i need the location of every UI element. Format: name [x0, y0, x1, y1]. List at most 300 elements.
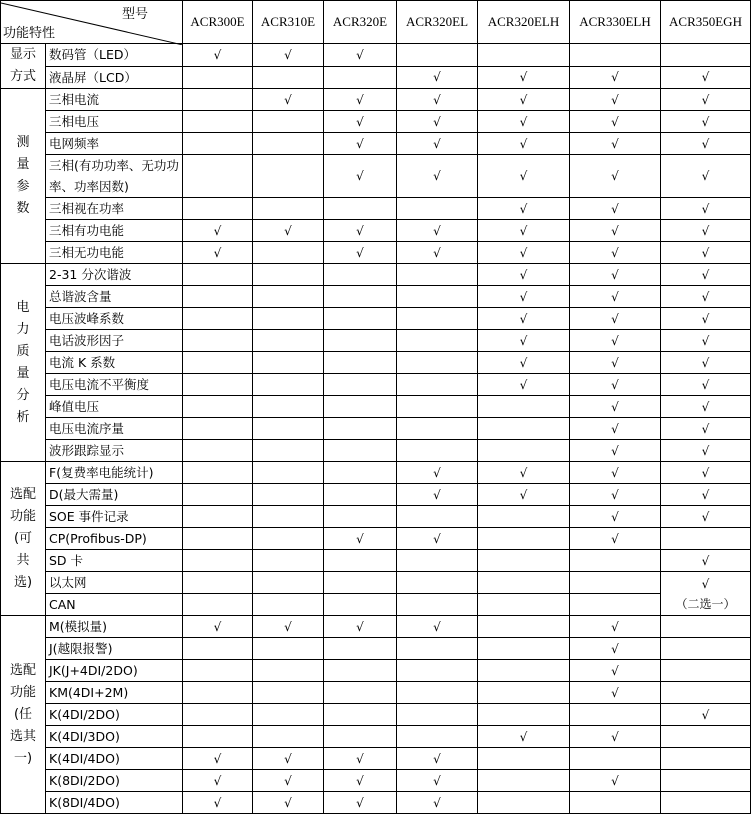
check-cell-acr350egh — [661, 44, 751, 67]
feature-name: 三相无功电能 — [46, 242, 183, 264]
check-cell-acr300e — [183, 462, 253, 484]
check-cell-acr330elh: √ — [570, 638, 661, 660]
check-cell-acr300e — [183, 155, 253, 198]
check-cell-acr320elh — [478, 44, 570, 67]
feature-name: 三相(有功功率、无功功率、功率因数) — [46, 155, 183, 198]
feature-name: 液晶屏（LCD） — [46, 66, 183, 89]
table-row — [1, 792, 751, 814]
check-cell-acr320e: √ — [324, 748, 397, 770]
check-cell-acr350egh: √ — [661, 396, 751, 418]
check-cell-acr320e — [324, 352, 397, 374]
check-cell-acr320e: √ — [324, 616, 397, 638]
check-cell-acr350egh: √ — [661, 352, 751, 374]
check-cell-acr320elh: √ — [478, 133, 570, 155]
check-cell-acr330elh: √ — [570, 462, 661, 484]
check-cell-acr310e — [253, 726, 324, 748]
check-cell-acr310e — [253, 484, 324, 506]
table-row — [1, 242, 751, 264]
table-row — [1, 484, 751, 506]
check-cell-acr320elh: √ — [478, 198, 570, 220]
check-cell-acr310e — [253, 308, 324, 330]
feature-name: CAN — [46, 594, 183, 616]
check-cell-acr330elh: √ — [570, 396, 661, 418]
check-cell-acr350egh: √ — [661, 506, 751, 528]
check-cell-acr310e — [253, 528, 324, 550]
check-cell-acr300e — [183, 418, 253, 440]
check-cell-acr320elh — [478, 682, 570, 704]
table-row — [1, 462, 751, 484]
check-cell-acr310e — [253, 440, 324, 462]
check-cell-acr330elh: √ — [570, 616, 661, 638]
check-cell-acr350egh — [661, 748, 751, 770]
checkmark-icon: √ — [701, 576, 710, 591]
check-cell-acr320elh: √ — [478, 484, 570, 506]
check-cell-acr310e: √ — [253, 89, 324, 111]
check-cell-acr330elh: √ — [570, 286, 661, 308]
check-cell-acr300e — [183, 308, 253, 330]
check-cell-acr320el: √ — [397, 242, 478, 264]
check-cell-acr330elh: √ — [570, 682, 661, 704]
table-row — [1, 572, 751, 594]
check-cell-acr330elh — [570, 748, 661, 770]
check-cell-acr320el — [397, 198, 478, 220]
feature-name: 以太网 — [46, 572, 183, 594]
check-cell-acr310e — [253, 242, 324, 264]
check-cell-acr320e: √ — [324, 133, 397, 155]
check-cell-acr320el — [397, 308, 478, 330]
check-cell-acr320elh: √ — [478, 111, 570, 133]
check-cell-acr300e — [183, 374, 253, 396]
model-header-acr320elh: ACR320ELH — [478, 1, 570, 44]
feature-name: SD 卡 — [46, 550, 183, 572]
check-cell-acr320e — [324, 396, 397, 418]
feature-label: 功能特性 — [3, 26, 56, 41]
check-cell-acr310e — [253, 638, 324, 660]
check-cell-acr350egh: √ — [661, 308, 751, 330]
check-cell-acr300e: √ — [183, 616, 253, 638]
check-cell-acr350egh — [661, 528, 751, 550]
check-cell-acr330elh: √ — [570, 660, 661, 682]
check-cell-acr320el — [397, 660, 478, 682]
choose-one-note: （二选一） — [675, 596, 736, 611]
check-cell-acr300e — [183, 506, 253, 528]
check-cell-acr350egh: √ — [661, 440, 751, 462]
table-row — [1, 220, 751, 242]
check-cell-acr350egh: √ — [661, 484, 751, 506]
check-cell-acr350egh: √ — [661, 242, 751, 264]
check-cell-acr330elh: √ — [570, 374, 661, 396]
table-row — [1, 111, 751, 133]
check-cell-acr350egh: √ — [661, 89, 751, 111]
check-cell-acr320el: √ — [397, 770, 478, 792]
group-label: 显示方式 — [9, 47, 36, 84]
check-cell-acr350egh — [661, 726, 751, 748]
check-cell-acr320e: √ — [324, 242, 397, 264]
check-cell-acr310e — [253, 155, 324, 198]
check-cell-acr300e: √ — [183, 44, 253, 67]
check-cell-acr300e — [183, 594, 253, 616]
check-cell-acr300e — [183, 133, 253, 155]
feature-name: 数码管（LED） — [46, 44, 183, 67]
check-cell-acr320el — [397, 440, 478, 462]
check-cell-acr320elh: √ — [478, 264, 570, 286]
check-cell-acr350egh: √ — [661, 66, 751, 89]
feature-name: 峰值电压 — [46, 396, 183, 418]
check-cell-acr320e — [324, 572, 397, 594]
check-cell-acr320elh: √ — [478, 89, 570, 111]
feature-name: 电压波峰系数 — [46, 308, 183, 330]
check-cell-acr320elh — [478, 616, 570, 638]
table-row — [1, 133, 751, 155]
check-cell-acr350egh — [661, 682, 751, 704]
check-cell-acr350egh: √ — [661, 550, 751, 572]
check-cell-acr320e: √ — [324, 44, 397, 67]
check-cell-acr320e — [324, 704, 397, 726]
check-cell-acr300e — [183, 396, 253, 418]
check-cell-acr330elh — [570, 44, 661, 67]
feature-name: K(8DI/2DO) — [46, 770, 183, 792]
feature-name: 电压电流序量 — [46, 418, 183, 440]
check-cell-acr320e — [324, 638, 397, 660]
check-cell-acr320e: √ — [324, 770, 397, 792]
check-cell-acr310e — [253, 462, 324, 484]
check-cell-acr300e — [183, 484, 253, 506]
check-cell-acr350egh — [661, 770, 751, 792]
check-cell-acr320e — [324, 440, 397, 462]
check-cell-acr350egh: √ — [661, 462, 751, 484]
check-cell-acr320elh — [478, 440, 570, 462]
check-cell-acr300e — [183, 198, 253, 220]
check-cell-acr320el — [397, 638, 478, 660]
check-cell-acr300e — [183, 528, 253, 550]
check-cell-acr310e — [253, 264, 324, 286]
model-label: 型号 — [121, 7, 148, 22]
feature-name: JK(J+4DI/2DO) — [46, 660, 183, 682]
check-cell-acr320el — [397, 506, 478, 528]
group-label: 选配功能(任选其一) — [9, 662, 36, 766]
check-cell-acr320e — [324, 726, 397, 748]
check-cell-acr310e — [253, 704, 324, 726]
table-row — [1, 374, 751, 396]
table-row — [1, 550, 751, 572]
check-cell-acr320elh: √ — [478, 242, 570, 264]
feature-name: K(8DI/4DO) — [46, 792, 183, 814]
check-cell-acr350egh: √ — [661, 704, 751, 726]
check-cell-acr310e — [253, 352, 324, 374]
check-cell-acr320elh: √ — [478, 726, 570, 748]
check-cell-acr330elh: √ — [570, 528, 661, 550]
feature-name: 电话波形因子 — [46, 330, 183, 352]
check-cell-acr350egh: √ — [661, 330, 751, 352]
feature-name: 电流 K 系数 — [46, 352, 183, 374]
check-cell-acr350egh — [661, 638, 751, 660]
check-cell-acr320elh: √ — [478, 462, 570, 484]
check-cell-acr310e: √ — [253, 792, 324, 814]
table-row — [1, 44, 751, 67]
check-cell-acr310e: √ — [253, 616, 324, 638]
check-cell-acr310e: √ — [253, 748, 324, 770]
feature-name: 三相有功电能 — [46, 220, 183, 242]
model-header-acr300e: ACR300E — [183, 1, 253, 44]
check-cell-acr320el: √ — [397, 748, 478, 770]
check-cell-acr310e — [253, 111, 324, 133]
table-row — [1, 748, 751, 770]
feature-name: 波形跟踪显示 — [46, 440, 183, 462]
check-cell-acr320el — [397, 264, 478, 286]
check-cell-acr320el — [397, 418, 478, 440]
group-label: 选配功能(可共选) — [9, 486, 36, 590]
check-cell-acr320e — [324, 550, 397, 572]
table-row — [1, 704, 751, 726]
check-cell-acr320e: √ — [324, 111, 397, 133]
feature-name: F(复费率电能统计) — [46, 462, 183, 484]
check-cell-acr300e: √ — [183, 770, 253, 792]
check-cell-acr310e — [253, 330, 324, 352]
table-body — [1, 44, 751, 814]
model-header-acr330elh: ACR330ELH — [570, 1, 661, 44]
check-cell-acr330elh — [570, 550, 661, 572]
check-cell-acr320el — [397, 286, 478, 308]
check-cell-acr320el: √ — [397, 66, 478, 89]
check-cell-acr330elh — [570, 594, 661, 616]
check-cell-acr330elh: √ — [570, 352, 661, 374]
feature-name: 电压电流不平衡度 — [46, 374, 183, 396]
check-cell-acr300e — [183, 550, 253, 572]
check-cell-acr320elh — [478, 550, 570, 572]
check-cell-acr330elh — [570, 792, 661, 814]
check-cell-acr320elh — [478, 528, 570, 550]
table-row — [1, 396, 751, 418]
check-cell-acr320e — [324, 462, 397, 484]
check-cell-acr300e — [183, 572, 253, 594]
check-cell-acr300e — [183, 352, 253, 374]
check-cell-acr350egh — [661, 792, 751, 814]
table-row — [1, 726, 751, 748]
check-cell-acr300e — [183, 440, 253, 462]
group-label-cell — [1, 462, 46, 616]
check-cell-acr320el: √ — [397, 462, 478, 484]
check-cell-acr320elh: √ — [478, 374, 570, 396]
feature-name: 总谐波含量 — [46, 286, 183, 308]
check-cell-acr320el — [397, 396, 478, 418]
check-cell-acr320el: √ — [397, 155, 478, 198]
model-header-acr320el: ACR320EL — [397, 1, 478, 44]
table-row — [1, 286, 751, 308]
check-cell-acr330elh: √ — [570, 66, 661, 89]
check-cell-acr320e — [324, 660, 397, 682]
check-cell-acr350egh: √ — [661, 220, 751, 242]
feature-name: K(4DI/3DO) — [46, 726, 183, 748]
check-cell-acr300e: √ — [183, 242, 253, 264]
table-row — [1, 264, 751, 286]
check-cell-acr320el — [397, 572, 478, 594]
check-cell-acr320e — [324, 418, 397, 440]
check-cell-acr350egh — [661, 572, 751, 616]
check-cell-acr320el: √ — [397, 220, 478, 242]
table-row — [1, 89, 751, 111]
check-cell-acr320e: √ — [324, 155, 397, 198]
check-cell-acr300e: √ — [183, 792, 253, 814]
check-cell-acr330elh: √ — [570, 506, 661, 528]
check-cell-acr320elh — [478, 704, 570, 726]
check-cell-acr310e — [253, 506, 324, 528]
check-cell-acr310e: √ — [253, 44, 324, 67]
check-cell-acr320elh — [478, 792, 570, 814]
check-cell-acr320elh — [478, 506, 570, 528]
check-cell-acr350egh — [661, 616, 751, 638]
check-cell-acr310e — [253, 660, 324, 682]
group-label: 测量参数 — [16, 135, 30, 216]
check-cell-acr320e — [324, 506, 397, 528]
check-cell-acr320el: √ — [397, 111, 478, 133]
check-cell-acr320elh: √ — [478, 286, 570, 308]
table-row — [1, 770, 751, 792]
check-cell-acr320e: √ — [324, 528, 397, 550]
check-cell-acr330elh — [570, 704, 661, 726]
check-cell-acr310e — [253, 418, 324, 440]
check-cell-acr330elh: √ — [570, 264, 661, 286]
check-cell-acr350egh: √ — [661, 133, 751, 155]
check-cell-acr300e — [183, 264, 253, 286]
check-cell-acr320el — [397, 352, 478, 374]
check-cell-acr300e — [183, 111, 253, 133]
check-cell-acr320elh: √ — [478, 66, 570, 89]
check-cell-acr310e — [253, 133, 324, 155]
check-cell-acr320el: √ — [397, 528, 478, 550]
check-cell-acr350egh — [661, 660, 751, 682]
check-cell-acr320el — [397, 550, 478, 572]
table-row — [1, 155, 751, 198]
check-cell-acr350egh: √ — [661, 111, 751, 133]
check-cell-acr330elh: √ — [570, 484, 661, 506]
check-cell-acr300e: √ — [183, 748, 253, 770]
check-cell-acr310e — [253, 66, 324, 89]
check-cell-acr320el — [397, 704, 478, 726]
check-cell-acr310e — [253, 594, 324, 616]
check-cell-acr350egh: √ — [661, 264, 751, 286]
check-cell-acr320e — [324, 264, 397, 286]
group-label: 电力质量分析 — [16, 299, 30, 425]
table-row — [1, 352, 751, 374]
check-cell-acr320el — [397, 330, 478, 352]
group-label-cell — [1, 264, 46, 462]
feature-name: 电网频率 — [46, 133, 183, 155]
feature-name: 三相电流 — [46, 89, 183, 111]
check-cell-acr310e — [253, 396, 324, 418]
check-cell-acr330elh: √ — [570, 133, 661, 155]
check-cell-acr310e — [253, 286, 324, 308]
check-cell-acr300e — [183, 66, 253, 89]
feature-name: J(越限报警) — [46, 638, 183, 660]
table-row — [1, 616, 751, 638]
check-cell-acr300e — [183, 89, 253, 111]
check-cell-acr320elh: √ — [478, 352, 570, 374]
check-cell-acr320el: √ — [397, 133, 478, 155]
feature-name: 三相电压 — [46, 111, 183, 133]
check-cell-acr320el: √ — [397, 89, 478, 111]
check-cell-acr350egh: √ — [661, 286, 751, 308]
check-cell-acr310e: √ — [253, 770, 324, 792]
table-row — [1, 440, 751, 462]
feature-name: K(4DI/2DO) — [46, 704, 183, 726]
check-cell-acr310e: √ — [253, 220, 324, 242]
check-cell-acr330elh: √ — [570, 242, 661, 264]
check-cell-acr320e — [324, 594, 397, 616]
check-cell-acr320e — [324, 308, 397, 330]
check-cell-acr320elh — [478, 660, 570, 682]
table-row — [1, 330, 751, 352]
table-row — [1, 418, 751, 440]
check-cell-acr320elh — [478, 572, 570, 594]
check-cell-acr300e — [183, 330, 253, 352]
check-cell-acr310e — [253, 682, 324, 704]
check-cell-acr300e — [183, 682, 253, 704]
check-cell-acr330elh: √ — [570, 111, 661, 133]
corner-header-cell — [1, 1, 183, 44]
feature-name: D(最大需量) — [46, 484, 183, 506]
table-row — [1, 506, 751, 528]
table-row — [1, 308, 751, 330]
table-row — [1, 528, 751, 550]
check-cell-acr320e — [324, 66, 397, 89]
check-cell-acr330elh: √ — [570, 330, 661, 352]
check-cell-acr320e — [324, 198, 397, 220]
model-header-acr310e: ACR310E — [253, 1, 324, 44]
check-cell-acr320elh — [478, 418, 570, 440]
check-cell-acr320e — [324, 484, 397, 506]
feature-name: 2-31 分次谐波 — [46, 264, 183, 286]
feature-name: K(4DI/4DO) — [46, 748, 183, 770]
check-cell-acr320el — [397, 682, 478, 704]
check-cell-acr330elh: √ — [570, 220, 661, 242]
check-cell-acr350egh: √ — [661, 374, 751, 396]
table-row — [1, 660, 751, 682]
check-cell-acr320e: √ — [324, 220, 397, 242]
feature-name: SOE 事件记录 — [46, 506, 183, 528]
group-label-cell — [1, 616, 46, 814]
check-cell-acr320el: √ — [397, 484, 478, 506]
table-row — [1, 594, 751, 616]
check-cell-acr320e — [324, 330, 397, 352]
table-row — [1, 682, 751, 704]
group-label-cell — [1, 44, 46, 89]
header-row — [1, 1, 751, 44]
check-cell-acr350egh: √ — [661, 155, 751, 198]
check-cell-acr320elh — [478, 594, 570, 616]
check-cell-acr320e: √ — [324, 89, 397, 111]
check-cell-acr320el — [397, 374, 478, 396]
model-header-acr320e: ACR320E — [324, 1, 397, 44]
check-cell-acr320el: √ — [397, 616, 478, 638]
check-cell-acr330elh: √ — [570, 89, 661, 111]
check-cell-acr310e — [253, 374, 324, 396]
check-cell-acr330elh: √ — [570, 726, 661, 748]
check-cell-acr350egh: √ — [661, 198, 751, 220]
check-cell-acr330elh: √ — [570, 440, 661, 462]
check-cell-acr320el — [397, 726, 478, 748]
check-cell-acr330elh: √ — [570, 155, 661, 198]
check-cell-acr320el — [397, 44, 478, 67]
check-cell-acr320elh — [478, 770, 570, 792]
feature-name: KM(4DI+2M) — [46, 682, 183, 704]
check-cell-acr320elh: √ — [478, 330, 570, 352]
check-cell-acr330elh: √ — [570, 308, 661, 330]
check-cell-acr320elh: √ — [478, 308, 570, 330]
check-cell-acr320elh: √ — [478, 155, 570, 198]
check-cell-acr300e — [183, 286, 253, 308]
check-cell-acr300e — [183, 726, 253, 748]
check-cell-acr320elh — [478, 396, 570, 418]
